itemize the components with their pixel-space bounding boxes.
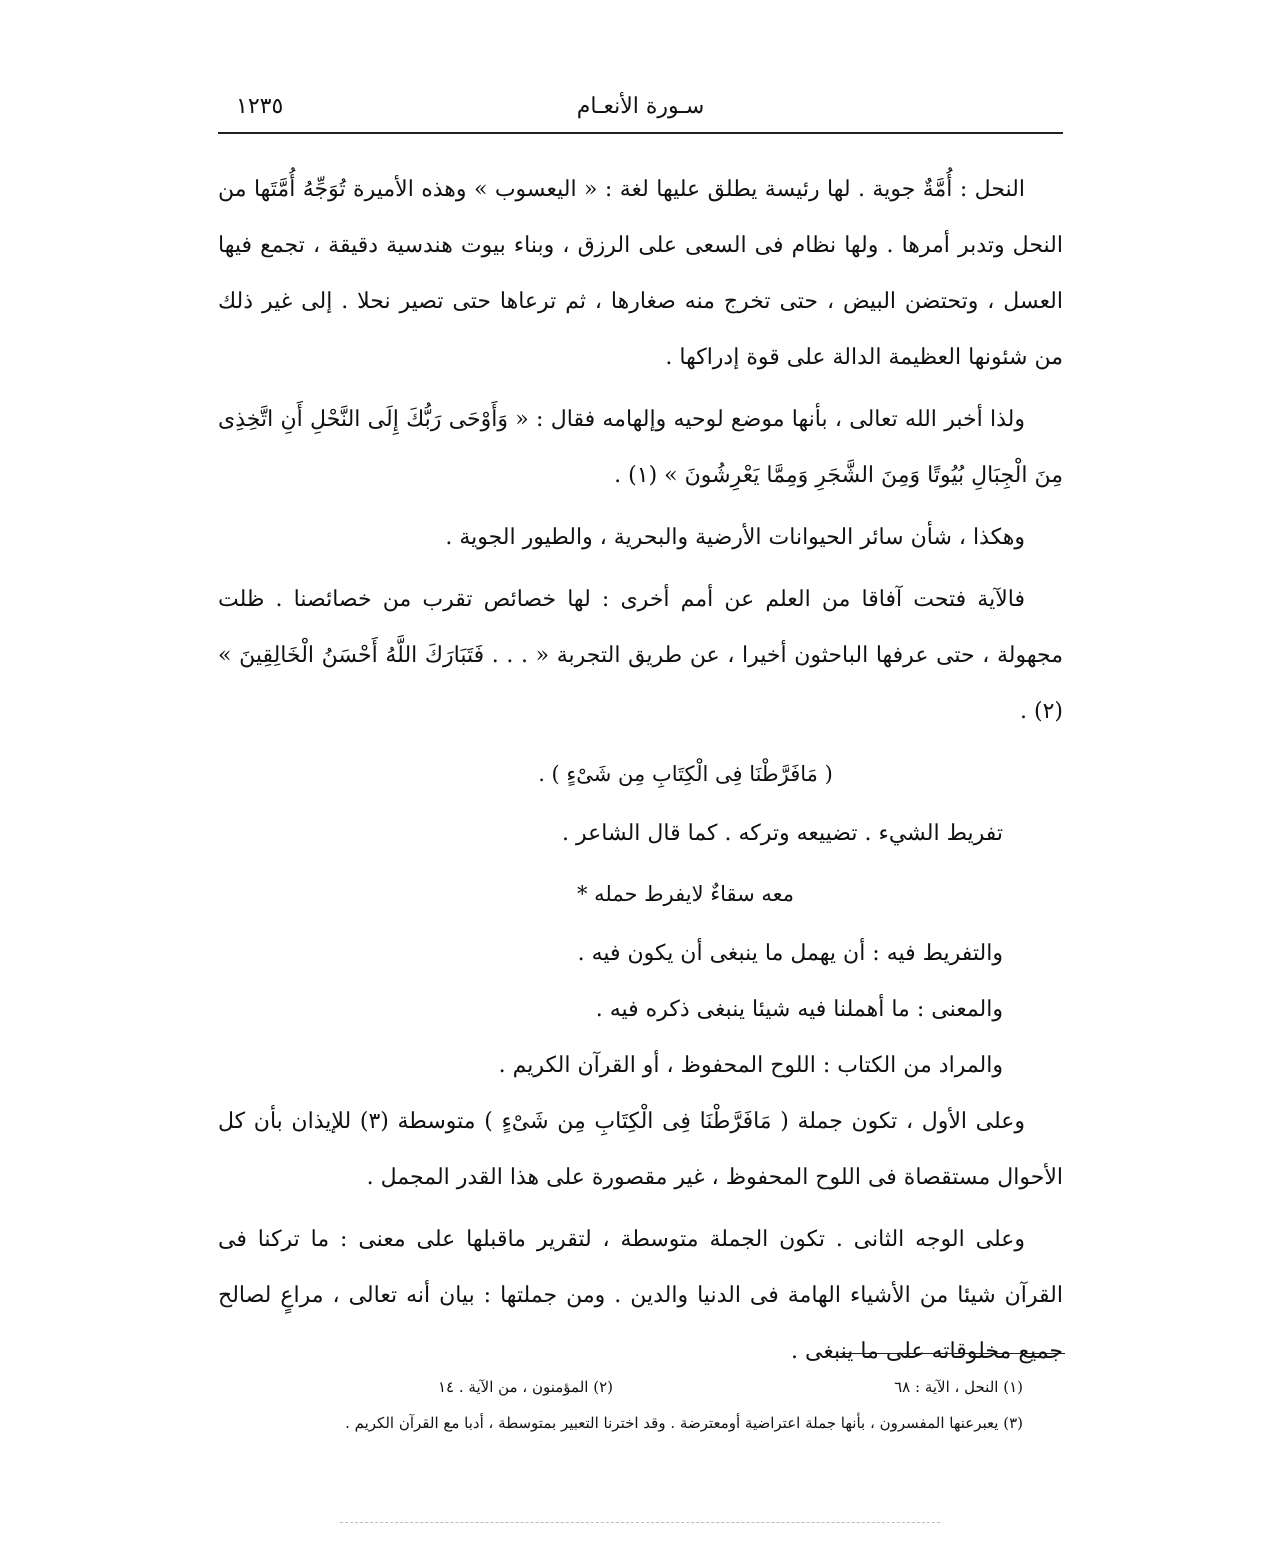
footnote-1: (١) النحل ، الآية : ٦٨ [894,1378,1023,1396]
footnote-2: (٢) المؤمنون ، من الآية . ١٤ [438,1378,613,1396]
meaning-line: والمعنى : ما أهملنا فيه شيئا ينبغى ذكره فيه . [595,997,1003,1022]
paragraph-first-view: وعلى الأول ، تكون جملة ( مَافَرَّطْنَا فِى الْكِتَابِ مِن شَىْءٍ ) متوسطة (٣) للإيذان بأن كل الأحوال مستقصاة فى اللوح المحفوظ ، غير مقصورة على هذا القدر المجمل . [218,1109,1063,1190]
paragraph-animals: وهكذا ، شأن سائر الحيوانات الأرضية والبحرية ، والطيور الجوية . [445,525,1025,550]
surah-title: سـورة الأنعـام [576,94,705,119]
book-meaning-line: والمراد من الكتاب : اللوح المحفوظ ، أو القرآن الكريم . [498,1053,1003,1078]
paragraph-nations: فالآية فتحت آفاقا من العلم عن أمم أخرى : لها خصائص تقرب من خصائصنا . ظلت مجهولة ، حتى عرفها الباحثون أخيرا ، عن طريق التجربة « . . . فَتَبَارَكَ اللَّهُ أَحْسَنُ الْخَالِقِينَ » (٢) . [218,587,1063,724]
tafrit-line: والتفريط فيه : أن يهمل ما ينبغى أن يكون فيه . [577,941,1003,966]
page-header [218,92,1063,134]
verse-heading: ( مَافَرَّطْنَا فِى الْكِتَابِ مِن شَىْءٍ ) . [538,762,833,786]
page-body [218,162,1063,1386]
page-number: ١٢٣٥ [236,94,284,119]
footnote-3: (٣) يعبرعنها المفسرون ، بأنها جملة اعتراضية أومعترضة . وقد اخترنا التعبير بمتوسطة ، أدبا مع القرآن الكريم . [345,1414,1023,1432]
scan-artifact-line [340,1522,940,1523]
paragraph-second-view: وعلى الوجه الثانى . تكون الجملة متوسطة ، لتقرير ماقبلها على معنى : ما تركنا فى القرآن شيئا من الأشياء الهامة فى الدنيا والدين . ومن جملتها : بيان أنه تعالى ، مراعٍ لصالح جميع مخلوقاته على ما ينبغى . [218,1227,1063,1364]
paragraph-revelation: ولذا أخبر الله تعالى ، بأنها موضع لوحيه وإلهامه فقال : « وَأَوْحَى رَبُّكَ إِلَى النَّحْلِ أَنِ اتَّخِذِى مِنَ الْجِبَالِ بُيُوتًا وَمِنَ الشَّجَرِ وَمِمَّا يَعْرِشُونَ » (١) . [218,407,1063,488]
definition-line: تفريط الشيء . تضييعه وتركه . كما قال الشاعر . [562,821,1003,846]
paragraph-bees: النحل : أُمَّةٌ جوية . لها رئيسة يطلق عليها لغة : « اليعسوب » وهذه الأميرة تُوَجِّهُ أُمَّتَها من النحل وتدبر أمرها . ولها نظام فى السعى على الرزق ، وبناء بيوت هندسية دقيقة ، تجمع فيها العسل ، وتحتضن البيض ، حتى تخرج منه صغارها ، ثم ترعاها حتى تصير نحلا . إلى غير ذلك من شئونها العظيمة الدالة على قوة إدراكها . [218,177,1063,370]
footnote-divider [840,1353,1065,1354]
poetry-line: معه سقاءٌ لايفرط حمله * [576,882,795,906]
